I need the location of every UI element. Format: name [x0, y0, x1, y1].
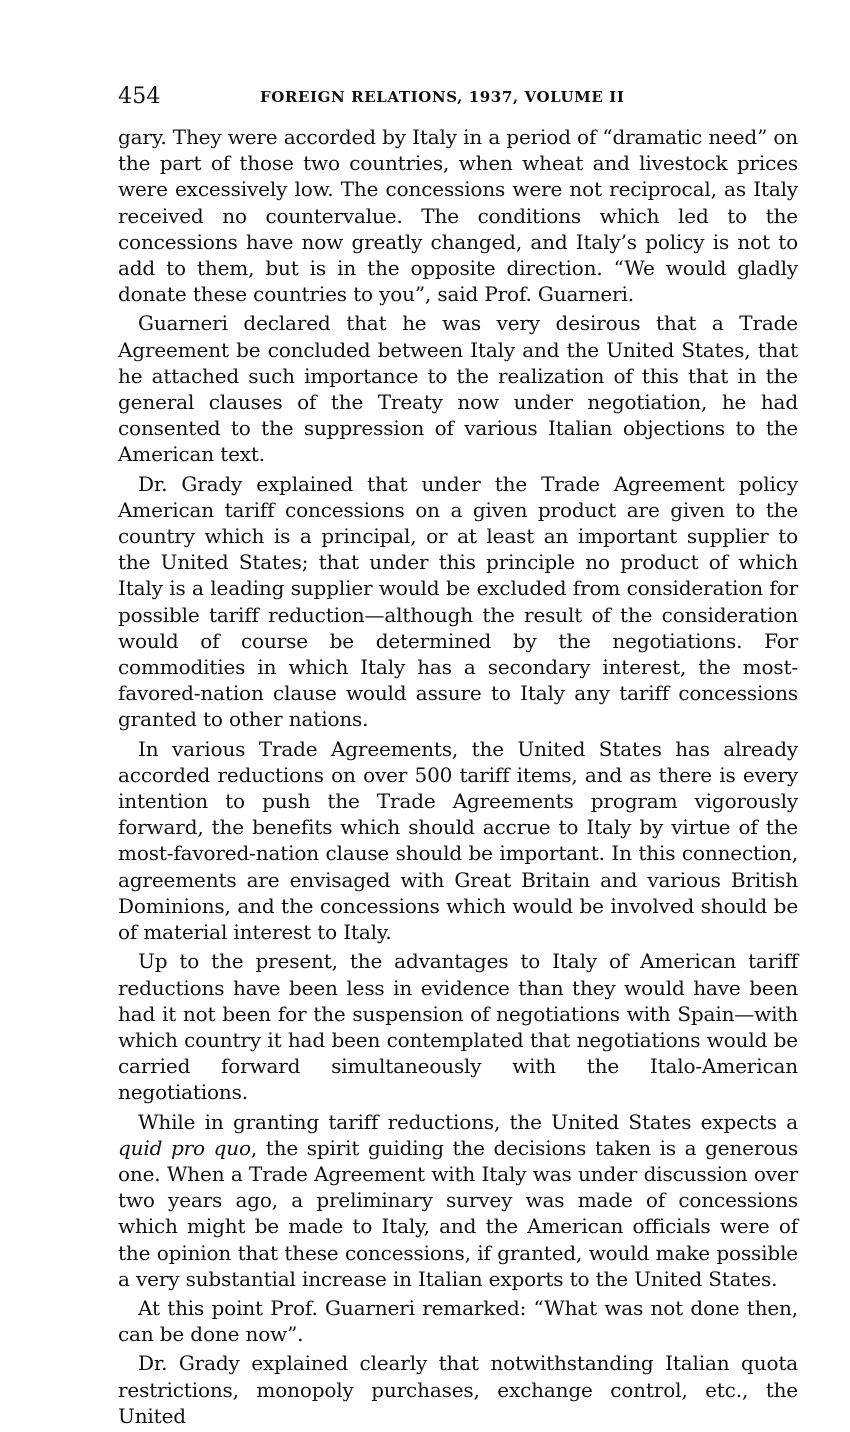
paragraph-tariff-reductions: In various Trade Agreements, the United States has already accorded reductions on over 500 tariff items, and as there is every intention to push the Trade Agreements program vigorously forward, the benefits which should accrue to Italy by virtue of the most-favored-nation clause should be important. In this connection, agreements are envisaged with Great Britain and various British Dominions, and the concessions which would be involved should be of material interest to Italy.: [118, 736, 798, 945]
paragraph-continued: gary. They were accorded by Italy in a period of “dramatic need” on the part of those two countries, when wheat and livestock prices were excessively low. The concessions were not reciprocal, as Italy received no countervalue. The conditions which led to the concessions have now greatly changed, and Italy’s policy is not to add to them, but is in the opposite direction. “We would gladly donate these countries to you”, said Prof. Guarneri.: [118, 125, 798, 307]
body-text: [118, 124, 798, 1429]
paragraph-grady-trade-policy: Dr. Grady explained that under the Trade Agreement policy American tariff concessions on a given product are given to the country which is a principal, or at least an important supplier to the United States; that under this principle no product of which Italy is a leading supplier would be excluded from consideration for possible tariff reduction—although the result of the consideration would of course be determined by the negotiations. For commodities in which Italy has a secondary interest, the most-favored-nation clause would assure to Italy any tariff concessions granted to other nations.: [118, 471, 798, 732]
paragraph-quid-pro-quo: [118, 1109, 798, 1292]
running-header: [118, 82, 798, 114]
paragraph-grady-explanation: Dr. Grady explained clearly that notwithstanding Italian quota restrictions, monopoly purchases, exchange control, etc., the United: [118, 1351, 798, 1428]
paragraph-guarneri-remark: At this point Prof. Guarneri remarked: “What was not done then, can be done now”.: [118, 1295, 798, 1347]
paragraph-spain-negotiations: Up to the present, the advantages to Italy of American tariff reductions have been less in evidence than they would have been had it not been for the suspension of negotiations with Spain—with which country it had been contemplated that negotiations would be carried forward simultaneously with the Italo-American negotiations.: [118, 949, 798, 1105]
italic-quid-pro-quo: quid pro quo: [118, 1135, 251, 1160]
paragraph-guarneri-declaration: Guarneri declared that he was very desirous that a Trade Agreement be concluded between Italy and the United States, that he attached such importance to the realization of this that in the general clauses of the Treaty now under negotiation, he had consented to the suppression of various Italian objections to the American text.: [118, 311, 798, 467]
paragraph-quid-pro-quo-before: While in granting tariff reductions, the United States expects a: [138, 1109, 798, 1134]
document-page: [118, 82, 798, 1432]
running-title: FOREIGN RELATIONS, 1937, VOLUME II: [260, 88, 625, 106]
paragraph-quid-pro-quo-after: , the spirit guiding the decisions taken is a generous one. When a Trade Agreement with Italy was under discussion over two years ago, a preliminary survey was made of concessions which might be made to Italy, and the American officials were of the opinion that these concessions, if granted, would make possible a very substantial increase in Italian exports to the United States.: [118, 1135, 798, 1291]
page-number: 454: [118, 84, 161, 109]
